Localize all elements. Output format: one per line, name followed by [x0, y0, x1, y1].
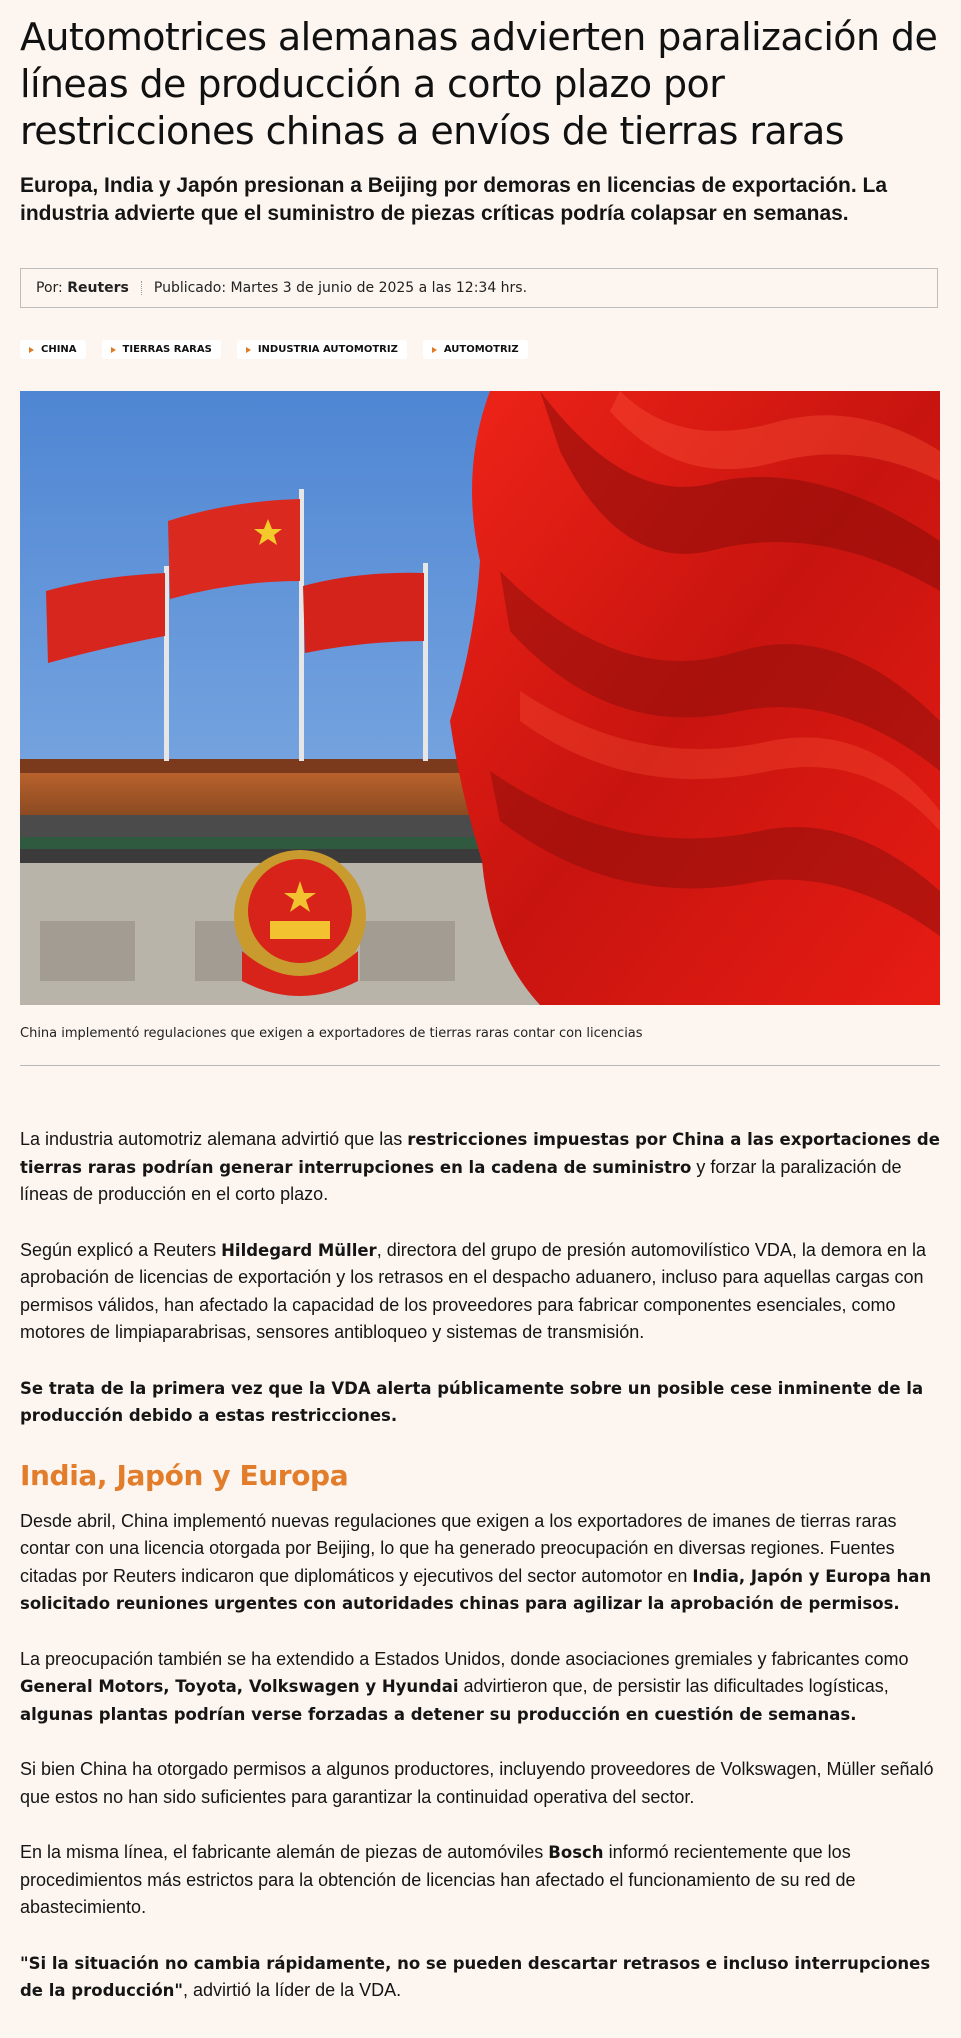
paragraph-4: [20, 1508, 940, 1618]
text-run: informó recientemente que los procedimientos más estrictos para la obtención de licencias han afectado el funcionamiento de su red de abastecimiento.: [20, 1842, 856, 1917]
paragraph-6: Si bien China ha otorgado permisos a algunos productores, incluyendo proveedores de Volkswagen, Müller señaló que estos no han sido suficientes para garantizar la continuidad operativa del sector.: [20, 1759, 934, 1807]
text-run: y forzar la paralización de líneas de producción en el corto plazo.: [20, 1156, 902, 1204]
section-heading: India, Japón y Europa: [20, 1458, 349, 1492]
paragraph-5: [20, 1646, 940, 1729]
triangle-bullet-icon: [29, 347, 34, 353]
bold-run: Bosch: [548, 1843, 604, 1862]
text-run: En la misma línea, el fabricante alemán de piezas de automóviles: [20, 1842, 549, 1862]
text-run: advirtieron que, de persistir las dificultades logísticas,: [458, 1676, 889, 1696]
paragraph-1: [20, 1126, 940, 1209]
text-run: Desde abril, China implementó nuevas regulaciones que exigen a los exportadores de imanes de tierras raras contar con una licencia otorgada por Beijing, lo que ha generado preocupación en diversas regiones. Fuentes citadas por Reuters indicaron que diplomáticos y ejecutivos del sector automotor en: [20, 1510, 897, 1586]
hero-image: [20, 391, 940, 1005]
text-run: La industria automotriz alemana advirtió que las: [20, 1129, 408, 1149]
byline-divider: [141, 281, 142, 295]
tag-label: INDUSTRIA AUTOMOTRIZ: [257, 344, 398, 355]
bold-run: India, Japón y Europa han solicitado reuniones urgentes con autoridades chinas para agilizar la aprobación de permisos.: [20, 1566, 932, 1613]
bold-run: algunas plantas podrían verse forzadas a detener su producción en cuestión de semanas.: [20, 1704, 857, 1724]
byline: [20, 268, 938, 308]
tag-label: CHINA: [41, 344, 77, 355]
paragraph-7: [20, 1839, 940, 1922]
tag-tierras-raras[interactable]: [102, 340, 221, 359]
triangle-bullet-icon: [432, 347, 437, 353]
article-title: Automotrices alemanas advierten paralización de líneas de producción a corto plazo por restricciones chinas a envíos de tierras raras: [20, 15, 938, 153]
paragraph-8: [20, 1950, 940, 2005]
bold-run: restricciones impuestas por China a las exportaciones de tierras raras podrían generar interrupciones en la cadena de suministro: [20, 1130, 940, 1177]
tag-automotriz[interactable]: [423, 340, 528, 359]
text-run: Según explicó a Reuters: [20, 1239, 222, 1260]
text-run: La preocupación también se ha extendido a Estados Unidos, donde asociaciones gremiales y fabricantes como: [20, 1648, 909, 1669]
triangle-bullet-icon: [246, 347, 251, 353]
tag-label: TIERRAS RARAS: [122, 344, 212, 355]
bold-run: Hildegard Müller: [221, 1240, 377, 1260]
byline-by-label: Por:: [36, 280, 63, 296]
tag-label: AUTOMOTRIZ: [443, 344, 519, 355]
tag-china[interactable]: [20, 340, 86, 359]
byline-author[interactable]: Reuters: [67, 280, 129, 296]
image-caption: China implementó regulaciones que exigen a exportadores de tierras raras contar con licencias: [20, 1026, 643, 1041]
paragraph-3: Se trata de la primera vez que la VDA alerta públicamente sobre un posible cese inminente de la producción debido a estas restricciones.: [20, 1378, 924, 1425]
byline-published: Publicado: Martes 3 de junio de 2025 a las 12:34 hrs.: [153, 280, 528, 296]
bold-run: General Motors, Toyota, Volkswagen y Hyundai: [20, 1677, 459, 1696]
article-subtitle: Europa, India y Japón presionan a Beijing por demoras en licencias de exportación. La industria advierte que el suministro de piezas críticas podría colapsar en semanas.: [20, 174, 888, 225]
text-run: , directora del grupo de presión automovilístico VDA, la demora en la aprobación de licencias de exportación y los retrasos en el despacho aduanero, incluso para aquellas cargas con permisos válidos, han afectado la capacidad de los proveedores para fabricar componentes esenciales, como motores de limpiaparabrisas, sensores antibloqueo y sistemas de transmisión.: [20, 1239, 926, 1342]
paragraph-2: [20, 1237, 940, 1347]
china-flags-photo: [20, 391, 940, 1005]
tag-list: [20, 340, 528, 359]
divider: [20, 1065, 940, 1066]
article-body: [20, 1126, 940, 2033]
text-run: , advirtió la líder de la VDA.: [183, 1980, 402, 2000]
tag-industria-automotriz[interactable]: [237, 340, 407, 359]
triangle-bullet-icon: [111, 347, 116, 353]
bold-run: "Si la situación no cambia rápidamente, no se pueden descartar retrasos e incluso interrupciones de la producción": [20, 1953, 931, 2000]
